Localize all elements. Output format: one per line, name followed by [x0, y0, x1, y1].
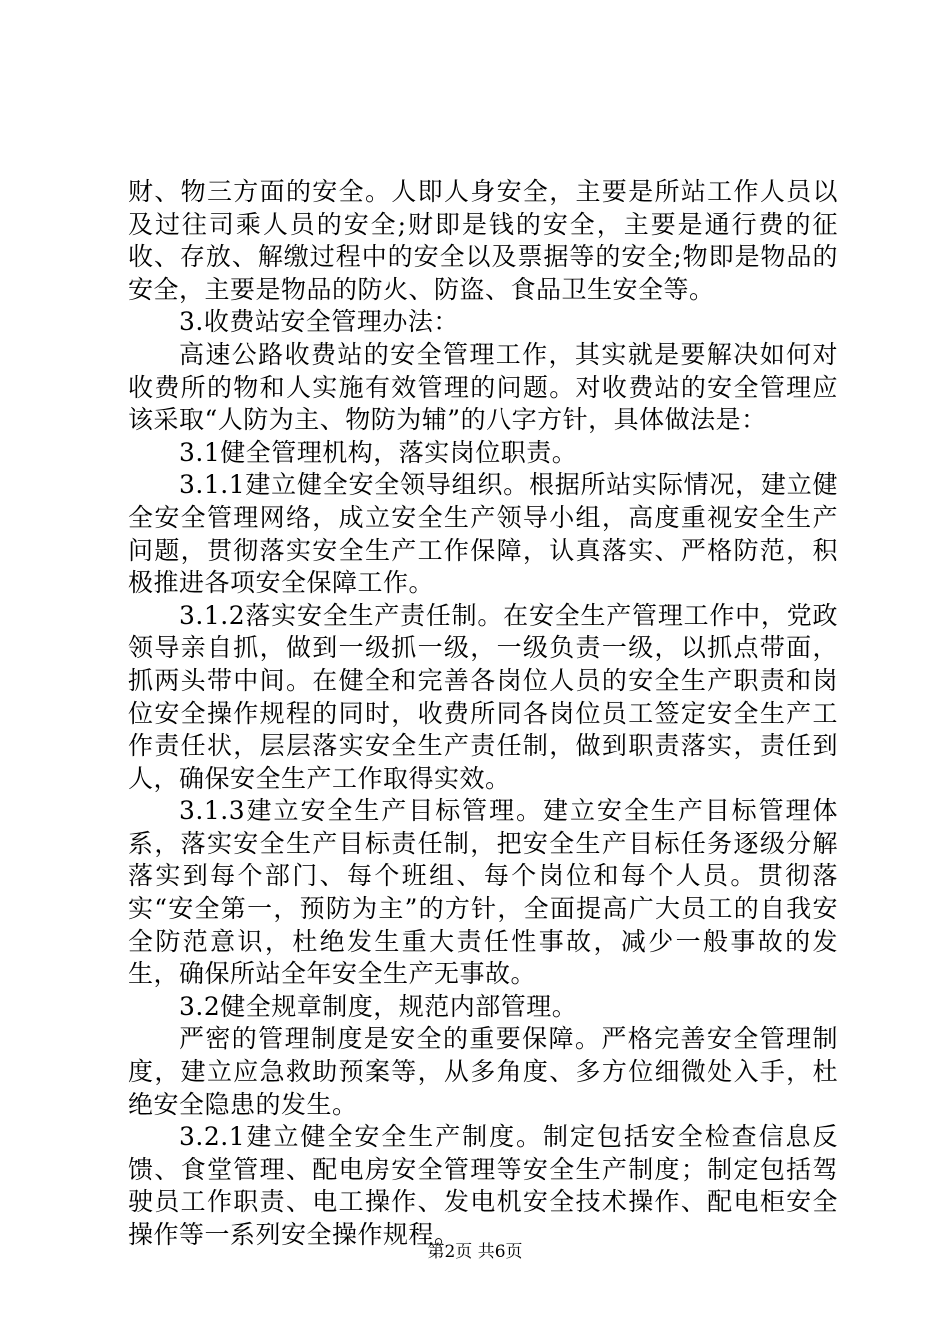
paragraph-3-1-3: 3.1.3建立安全生产目标管理。建立安全生产目标管理体系，落实安全生产目标责任制，把安全生产目标任务逐级分解落实到每个部门、每个班组、每个岗位和每个人员。贯彻落实“安全第一，预防为主”的方针，全面提高广大员工的自我安全防范意识，杜绝发生重大责任性事故，减少一般事故的发生，确保所站全年安全生产无事故。 [128, 796, 838, 989]
page-footer [0, 1241, 950, 1263]
paragraph-2: 高速公路收费站的安全管理工作，其实就是要解决如何对收费所的物和人实施有效管理的问题。对收费站的安全管理应该采取“人防为主、物防为辅”的八字方针，具体做法是： [128, 339, 838, 435]
document-body [128, 176, 838, 1252]
paragraph-1: 财、物三方面的安全。人即人身安全，主要是所站工作人员以及过往司乘人员的安全;财即是钱的安全，主要是通行费的征收、存放、解缴过程中的安全以及票据等的安全;物即是物品的安全，主要是物品的防火、防盗、食品卫生安全等。 [128, 177, 838, 304]
section-heading-3: 3.收费站安全管理办法： [179, 307, 459, 337]
page-number-label: 第2页 共6页 [427, 1242, 523, 1262]
subsection-heading-3-1: 3.1健全管理机构，落实岗位职责。 [179, 437, 578, 467]
paragraph-3-1-2: 3.1.2落实安全生产责任制。在安全生产管理工作中，党政领导亲自抓，做到一级抓一级，一级负责一级，以抓点带面，抓两头带中间。在健全和完善各岗位人员的安全生产职责和岗位安全操作规程的同时，收费所同各岗位员工签定安全生产工作责任状，层层落实安全生产责任制，做到职责落实，责任到人，确保安全生产工作取得实效。 [128, 600, 838, 793]
subsection-heading-3-2: 3.2健全规章制度，规范内部管理。 [179, 991, 578, 1021]
paragraph-3-2: 严密的管理制度是安全的重要保障。严格完善安全管理制度，建立应急救助预案等，从多角度、多方位细微处入手，杜绝安全隐患的发生。 [128, 1024, 838, 1119]
paragraph-3-2-1: 3.2.1建立健全安全生产制度。制定包括安全检查信息反馈、食堂管理、配电房安全管理等安全生产制度；制定包括驾驶员工作职责、电工操作、发电机安全技术操作、配电柜安全操作等一系列安全操作规程。 [128, 1122, 838, 1249]
paragraph-3-1-1: 3.1.1建立健全安全领导组织。根据所站实际情况，建立健全安全管理网络，成立安全生产领导小组，高度重视安全生产问题，贯彻落实安全生产工作保障，认真落实、严格防范，积极推进各项安全保障工作。 [128, 470, 838, 598]
